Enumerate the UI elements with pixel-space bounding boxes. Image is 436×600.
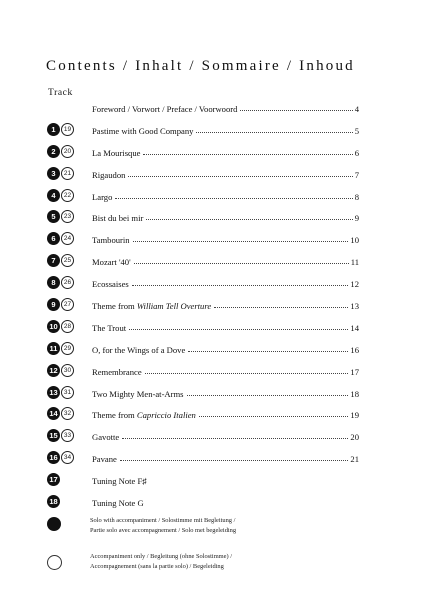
solo-track-badge: 3 <box>47 167 60 180</box>
contents-entry <box>0 359 436 381</box>
contents-entry <box>0 118 436 140</box>
dot-leader <box>196 131 352 133</box>
accompaniment-track-badge: 29 <box>61 342 74 355</box>
entry-title-text: Theme from <box>92 301 137 312</box>
accompaniment-track-badge: 24 <box>61 232 74 245</box>
contents-entry <box>0 490 436 512</box>
accompaniment-track-badge: 22 <box>61 189 74 202</box>
solo-track-badge: 18 <box>47 495 60 508</box>
contents-entry <box>0 446 436 468</box>
entry-title <box>92 432 122 442</box>
accompaniment-track-badge: 32 <box>61 407 74 420</box>
accompaniment-track-badge: 19 <box>61 123 74 136</box>
entry-title-text: The Trout <box>92 322 127 333</box>
solo-track-badge: 7 <box>47 254 60 267</box>
page-number: 8 <box>354 191 359 202</box>
track-badges <box>47 342 87 356</box>
page-number: 21 <box>350 454 359 465</box>
page-number: 18 <box>350 388 359 399</box>
page-number: 13 <box>350 301 359 312</box>
entry-title <box>92 367 145 377</box>
contents-entry <box>0 205 436 227</box>
page-number: 17 <box>350 366 359 377</box>
legend-row-solo <box>47 514 407 550</box>
page-number: 4 <box>354 104 359 114</box>
solo-track-badge: 11 <box>47 342 60 355</box>
contents-entry <box>0 337 436 359</box>
track-badges <box>47 429 87 443</box>
entry-title-text: Tambourin <box>92 235 130 246</box>
legend <box>47 514 407 586</box>
entry-title-text: Mozart '40' <box>92 257 131 268</box>
solo-track-badge: 6 <box>47 232 60 245</box>
accompaniment-track-badge: 27 <box>61 298 74 311</box>
accompaniment-track-badge: 34 <box>61 451 74 464</box>
page-number: 10 <box>350 235 359 246</box>
contents-entry <box>0 184 436 206</box>
track-badges <box>47 167 87 181</box>
dot-leader <box>187 394 349 396</box>
dot-leader <box>132 284 349 286</box>
open-circle-icon <box>47 555 62 570</box>
contents-entry <box>0 381 436 403</box>
solo-track-badge: 13 <box>47 386 60 399</box>
dot-leader <box>128 175 352 177</box>
contents-entry <box>0 468 436 490</box>
track-badges <box>47 232 87 246</box>
solid-disc-icon <box>47 517 61 531</box>
solo-track-badge: 17 <box>47 473 60 486</box>
accompaniment-track-badge: 20 <box>61 145 74 158</box>
dot-leader <box>214 306 348 308</box>
contents-entry <box>0 315 436 337</box>
solo-track-badge: 9 <box>47 298 60 311</box>
entry-title-text: Pastime with Good Company <box>92 125 194 136</box>
dot-leader <box>134 262 349 264</box>
entry-title-text: Rigaudon <box>92 169 126 180</box>
solo-track-badge: 1 <box>47 123 60 136</box>
track-badges <box>47 320 87 334</box>
dot-leader <box>145 372 349 374</box>
entry-title <box>92 170 128 180</box>
contents-entry <box>0 424 436 446</box>
solo-track-badge: 4 <box>47 189 60 202</box>
entry-title <box>92 301 214 311</box>
entry-title <box>92 148 143 158</box>
accompaniment-track-badge: 33 <box>61 429 74 442</box>
page-number: 5 <box>354 125 359 136</box>
track-badges <box>47 145 87 159</box>
accompaniment-track-badge: 30 <box>61 364 74 377</box>
track-badges <box>47 189 87 203</box>
dot-leader <box>129 328 348 330</box>
dot-leader <box>143 153 352 155</box>
contents-entry <box>0 140 436 162</box>
track-badges <box>47 473 87 487</box>
entry-title-italic: Capriccio Italien <box>136 410 196 421</box>
page-number: 7 <box>354 169 359 180</box>
legend-acc-line-2: Accompagnement (sans la partie solo) / Begeleiding <box>90 562 224 570</box>
legend-solo-line-1: Solo with accompaniment / Solostimme mit Begleitung / <box>90 517 236 524</box>
track-column-label: Track <box>48 88 73 98</box>
legend-acc-line-1: Accompaniment only / Begleitung (ohne Solostimme) / <box>90 553 232 560</box>
track-badges <box>47 276 87 290</box>
contents-entry <box>0 249 436 271</box>
entry-title <box>92 498 147 508</box>
accompaniment-track-badge: 21 <box>61 167 74 180</box>
entry-title-italic: William Tell Overture <box>136 301 212 312</box>
accompaniment-track-badge: 26 <box>61 276 74 289</box>
entry-title <box>92 235 133 245</box>
track-badges <box>47 210 87 224</box>
accompaniment-track-badge: 25 <box>61 254 74 267</box>
entry-title-text: Theme from <box>92 410 137 421</box>
entry-title-text: Foreword / Vorwort / Preface / Voorwoord <box>92 104 238 114</box>
solo-track-badge: 14 <box>47 407 60 420</box>
entry-title <box>92 257 134 267</box>
entry-title-text: Remembrance <box>92 366 142 377</box>
entry-title <box>92 104 240 114</box>
entry-title-text: Two Mighty Men-at-Arms <box>92 388 184 399</box>
track-badges <box>47 254 87 268</box>
entry-title <box>92 454 120 464</box>
solo-track-badge: 2 <box>47 145 60 158</box>
page-number: 11 <box>350 257 359 268</box>
track-badges <box>47 386 87 400</box>
entry-title-text: Largo <box>92 191 113 202</box>
dot-leader <box>122 437 348 439</box>
entry-title <box>92 476 150 486</box>
dot-leader <box>188 350 348 352</box>
entry-title-text: Pavane <box>92 454 117 465</box>
page-number: 9 <box>354 213 359 224</box>
entry-title-text: Ecossaises <box>92 279 129 290</box>
solo-track-badge: 5 <box>47 210 60 223</box>
contents-entry <box>0 227 436 249</box>
entry-title-text: La Mourisque <box>92 147 141 158</box>
dot-leader <box>133 240 349 242</box>
accompaniment-track-badge: 31 <box>61 386 74 399</box>
accompaniment-track-badge: 28 <box>61 320 74 333</box>
entry-title-text: Tuning Note F♯ <box>92 476 147 487</box>
legend-row-accompaniment <box>47 550 407 586</box>
contents-entry <box>0 402 436 424</box>
solo-track-badge: 10 <box>47 320 60 333</box>
entry-title-text: Tuning Note G <box>92 498 144 509</box>
contents-entry <box>0 162 436 184</box>
entry-title-text: O, for the Wings of a Dove <box>92 344 186 355</box>
track-badges <box>47 495 87 509</box>
dot-leader <box>146 218 352 220</box>
track-badges <box>47 123 87 137</box>
entry-title-text: Bist du bei mir <box>92 213 144 224</box>
entry-title <box>92 410 199 420</box>
track-badges <box>47 101 87 115</box>
entry-title <box>92 126 196 136</box>
track-badges <box>47 364 87 378</box>
entry-title <box>92 389 187 399</box>
contents-entry <box>0 96 436 118</box>
dot-leader <box>199 415 349 417</box>
page-number: 16 <box>350 344 359 355</box>
entry-title <box>92 192 115 202</box>
entry-title <box>92 279 132 289</box>
page-number: 14 <box>350 322 359 333</box>
legend-solo-line-2: Partie solo avec accompagnement / Solo met begeleiding <box>90 526 237 534</box>
accompaniment-track-badge: 23 <box>61 210 74 223</box>
solo-track-badge: 8 <box>47 276 60 289</box>
page-number: 12 <box>350 279 359 290</box>
entry-title-text: Gavotte <box>92 432 120 443</box>
dot-leader <box>120 459 349 461</box>
track-badges <box>47 407 87 421</box>
solo-track-badge: 16 <box>47 451 60 464</box>
track-badges <box>47 298 87 312</box>
entry-title <box>92 345 188 355</box>
entry-title <box>92 323 129 333</box>
dot-leader <box>240 109 352 111</box>
entry-title <box>92 213 146 223</box>
contents-entry <box>0 271 436 293</box>
track-badges <box>47 451 87 465</box>
page-title: Contents / Inhalt / Sommaire / Inhoud <box>46 58 355 74</box>
page-number: 20 <box>350 432 359 443</box>
solo-track-badge: 15 <box>47 429 60 442</box>
dot-leader <box>115 197 352 199</box>
page-number: 6 <box>354 147 359 158</box>
solo-track-badge: 12 <box>47 364 60 377</box>
contents-list <box>0 96 436 512</box>
page-number: 19 <box>350 410 359 421</box>
contents-entry <box>0 293 436 315</box>
